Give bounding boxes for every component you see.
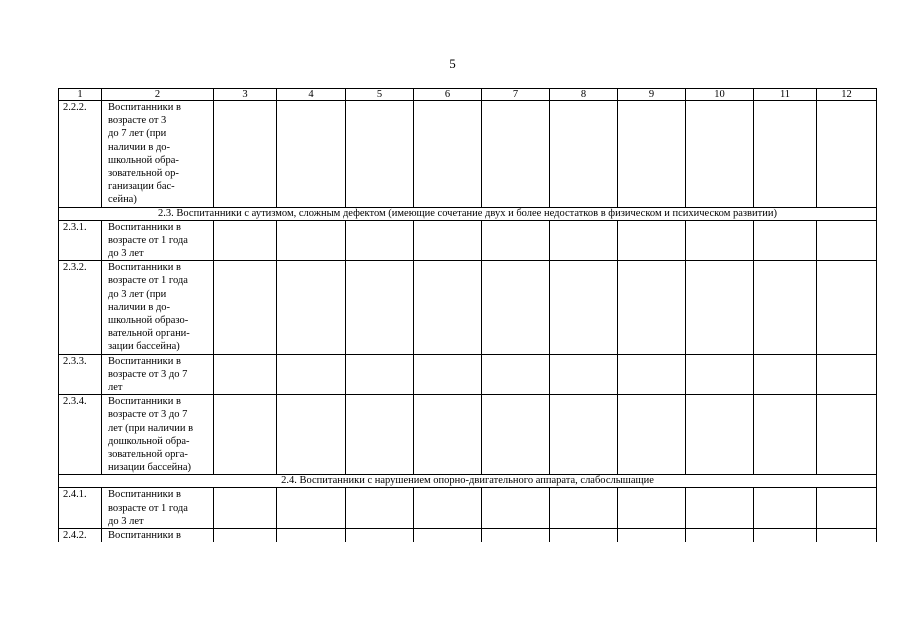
description-line: зовательной орга- xyxy=(108,449,188,461)
empty-cell xyxy=(550,488,618,529)
empty-cell xyxy=(414,395,482,475)
empty-cell xyxy=(214,395,277,475)
empty-cell xyxy=(482,354,550,395)
empty-cell xyxy=(482,220,550,261)
table-row xyxy=(59,395,877,475)
description-line: Воспитанники в xyxy=(108,355,181,367)
description-line: лет (при наличии в xyxy=(108,422,194,434)
empty-cell xyxy=(754,488,817,529)
description-line: возрасте от 3 до 7 xyxy=(108,368,188,380)
row-description xyxy=(102,488,214,529)
description-line: возрасте от 1 года xyxy=(108,234,188,246)
empty-cell xyxy=(482,529,550,543)
description-line: Воспитанники в xyxy=(108,102,181,113)
empty-cell xyxy=(277,220,346,261)
description-line: возрасте от 3 xyxy=(108,115,167,127)
empty-cell xyxy=(414,220,482,261)
empty-cell xyxy=(346,354,414,395)
empty-cell xyxy=(214,488,277,529)
column-number: 6 xyxy=(414,89,482,101)
table-row xyxy=(59,261,877,354)
description-line: до 3 лет (при xyxy=(108,288,167,300)
empty-cell xyxy=(414,101,482,208)
empty-cell xyxy=(817,529,877,543)
description-line: наличии в до- xyxy=(108,141,171,153)
empty-cell xyxy=(817,395,877,475)
description-line: низации бассейна) xyxy=(108,462,192,474)
empty-cell xyxy=(482,395,550,475)
empty-cell xyxy=(277,261,346,354)
row-description xyxy=(102,261,214,354)
empty-cell xyxy=(277,354,346,395)
description-line: Воспитанники в xyxy=(108,489,181,501)
description-line: наличии в до- xyxy=(108,301,171,313)
description-line: до 3 лет xyxy=(108,515,144,527)
empty-cell xyxy=(817,488,877,529)
column-number: 4 xyxy=(277,89,346,101)
description-line: Воспитанники в xyxy=(108,396,181,408)
description-line: школьной обра- xyxy=(108,154,179,166)
row-number: 2.3.4. xyxy=(59,395,102,475)
column-number: 5 xyxy=(346,89,414,101)
empty-cell xyxy=(754,529,817,543)
empty-cell xyxy=(618,101,686,208)
column-number: 9 xyxy=(618,89,686,101)
empty-cell xyxy=(482,488,550,529)
row-number: 2.2.2. xyxy=(59,101,102,208)
section-row xyxy=(59,207,877,220)
description-line: дошкольной обра- xyxy=(108,435,190,447)
description-line: возрасте от 1 года xyxy=(108,502,188,514)
table-row xyxy=(59,354,877,395)
section-title: 2.4. Воспитанники с нарушением опорно-двигательного аппарата, слабослышащие xyxy=(59,475,877,488)
description-line: вательной органи- xyxy=(108,328,190,340)
row-description xyxy=(102,395,214,475)
row-description xyxy=(102,220,214,261)
empty-cell xyxy=(550,220,618,261)
empty-cell xyxy=(817,220,877,261)
empty-cell xyxy=(817,261,877,354)
row-description xyxy=(102,354,214,395)
empty-cell xyxy=(346,488,414,529)
empty-cell xyxy=(618,354,686,395)
empty-cell xyxy=(618,261,686,354)
empty-cell xyxy=(817,354,877,395)
empty-cell xyxy=(686,220,754,261)
description-line: Воспитанники в xyxy=(108,262,181,274)
empty-cell xyxy=(214,529,277,543)
empty-cell xyxy=(754,261,817,354)
row-number: 2.4.1. xyxy=(59,488,102,529)
table-row xyxy=(59,101,877,208)
description-line: возрасте от 1 года xyxy=(108,275,188,287)
column-number: 8 xyxy=(550,89,618,101)
empty-cell xyxy=(550,354,618,395)
empty-cell xyxy=(346,101,414,208)
empty-cell xyxy=(346,220,414,261)
empty-cell xyxy=(346,261,414,354)
table-body xyxy=(59,89,877,543)
column-number: 11 xyxy=(754,89,817,101)
empty-cell xyxy=(214,354,277,395)
empty-cell xyxy=(414,529,482,543)
column-number: 2 xyxy=(102,89,214,101)
column-number: 12 xyxy=(817,89,877,101)
table-row xyxy=(59,220,877,261)
row-number: 2.3.3. xyxy=(59,354,102,395)
empty-cell xyxy=(214,261,277,354)
row-description xyxy=(102,101,214,208)
empty-cell xyxy=(414,354,482,395)
page-number: 5 xyxy=(449,56,456,71)
empty-cell xyxy=(277,529,346,543)
empty-cell xyxy=(754,395,817,475)
description-line: ганизации бас- xyxy=(108,181,175,193)
empty-cell xyxy=(686,488,754,529)
row-number: 2.3.2. xyxy=(59,261,102,354)
row-number: 2.3.1. xyxy=(59,220,102,261)
empty-cell xyxy=(214,220,277,261)
empty-cell xyxy=(550,101,618,208)
description-line: до 7 лет (при xyxy=(108,128,167,140)
report-table xyxy=(58,88,877,542)
empty-cell xyxy=(550,395,618,475)
empty-cell xyxy=(482,101,550,208)
empty-cell xyxy=(346,529,414,543)
empty-cell xyxy=(618,529,686,543)
empty-cell xyxy=(346,395,414,475)
description-line: Воспитанники в xyxy=(108,530,181,542)
empty-cell xyxy=(277,395,346,475)
empty-cell xyxy=(618,488,686,529)
empty-cell xyxy=(686,395,754,475)
column-number: 1 xyxy=(59,89,102,101)
description-line: зации бассейна) xyxy=(108,341,180,353)
empty-cell xyxy=(550,529,618,543)
column-number: 3 xyxy=(214,89,277,101)
description-line: до 3 лет xyxy=(108,248,144,260)
description-line: Воспитанники в xyxy=(108,221,181,233)
section-title: 2.3. Воспитанники с аутизмом, сложным дефектом (имеющие сочетание двух и более недостатков в физическом и психическом развитии) xyxy=(59,207,877,220)
empty-cell xyxy=(686,101,754,208)
empty-cell xyxy=(550,261,618,354)
empty-cell xyxy=(754,101,817,208)
empty-cell xyxy=(214,101,277,208)
table-row xyxy=(59,488,877,529)
column-number-row xyxy=(59,89,877,101)
description-line: зовательной ор- xyxy=(108,168,179,180)
description-line: возрасте от 3 до 7 xyxy=(108,409,188,421)
table-row xyxy=(59,529,877,543)
empty-cell xyxy=(686,354,754,395)
section-row xyxy=(59,475,877,488)
empty-cell xyxy=(277,101,346,208)
empty-cell xyxy=(414,488,482,529)
description-line: школьной образо- xyxy=(108,315,189,327)
empty-cell xyxy=(686,261,754,354)
column-number: 10 xyxy=(686,89,754,101)
row-description xyxy=(102,529,214,543)
empty-cell xyxy=(754,354,817,395)
empty-cell xyxy=(482,261,550,354)
empty-cell xyxy=(618,220,686,261)
empty-cell xyxy=(754,220,817,261)
empty-cell xyxy=(414,261,482,354)
description-line: лет xyxy=(108,382,123,394)
empty-cell xyxy=(817,101,877,208)
empty-cell xyxy=(686,529,754,543)
row-number: 2.4.2. xyxy=(59,529,102,543)
column-number: 7 xyxy=(482,89,550,101)
empty-cell xyxy=(277,488,346,529)
empty-cell xyxy=(618,395,686,475)
description-line: сейна) xyxy=(108,194,137,206)
